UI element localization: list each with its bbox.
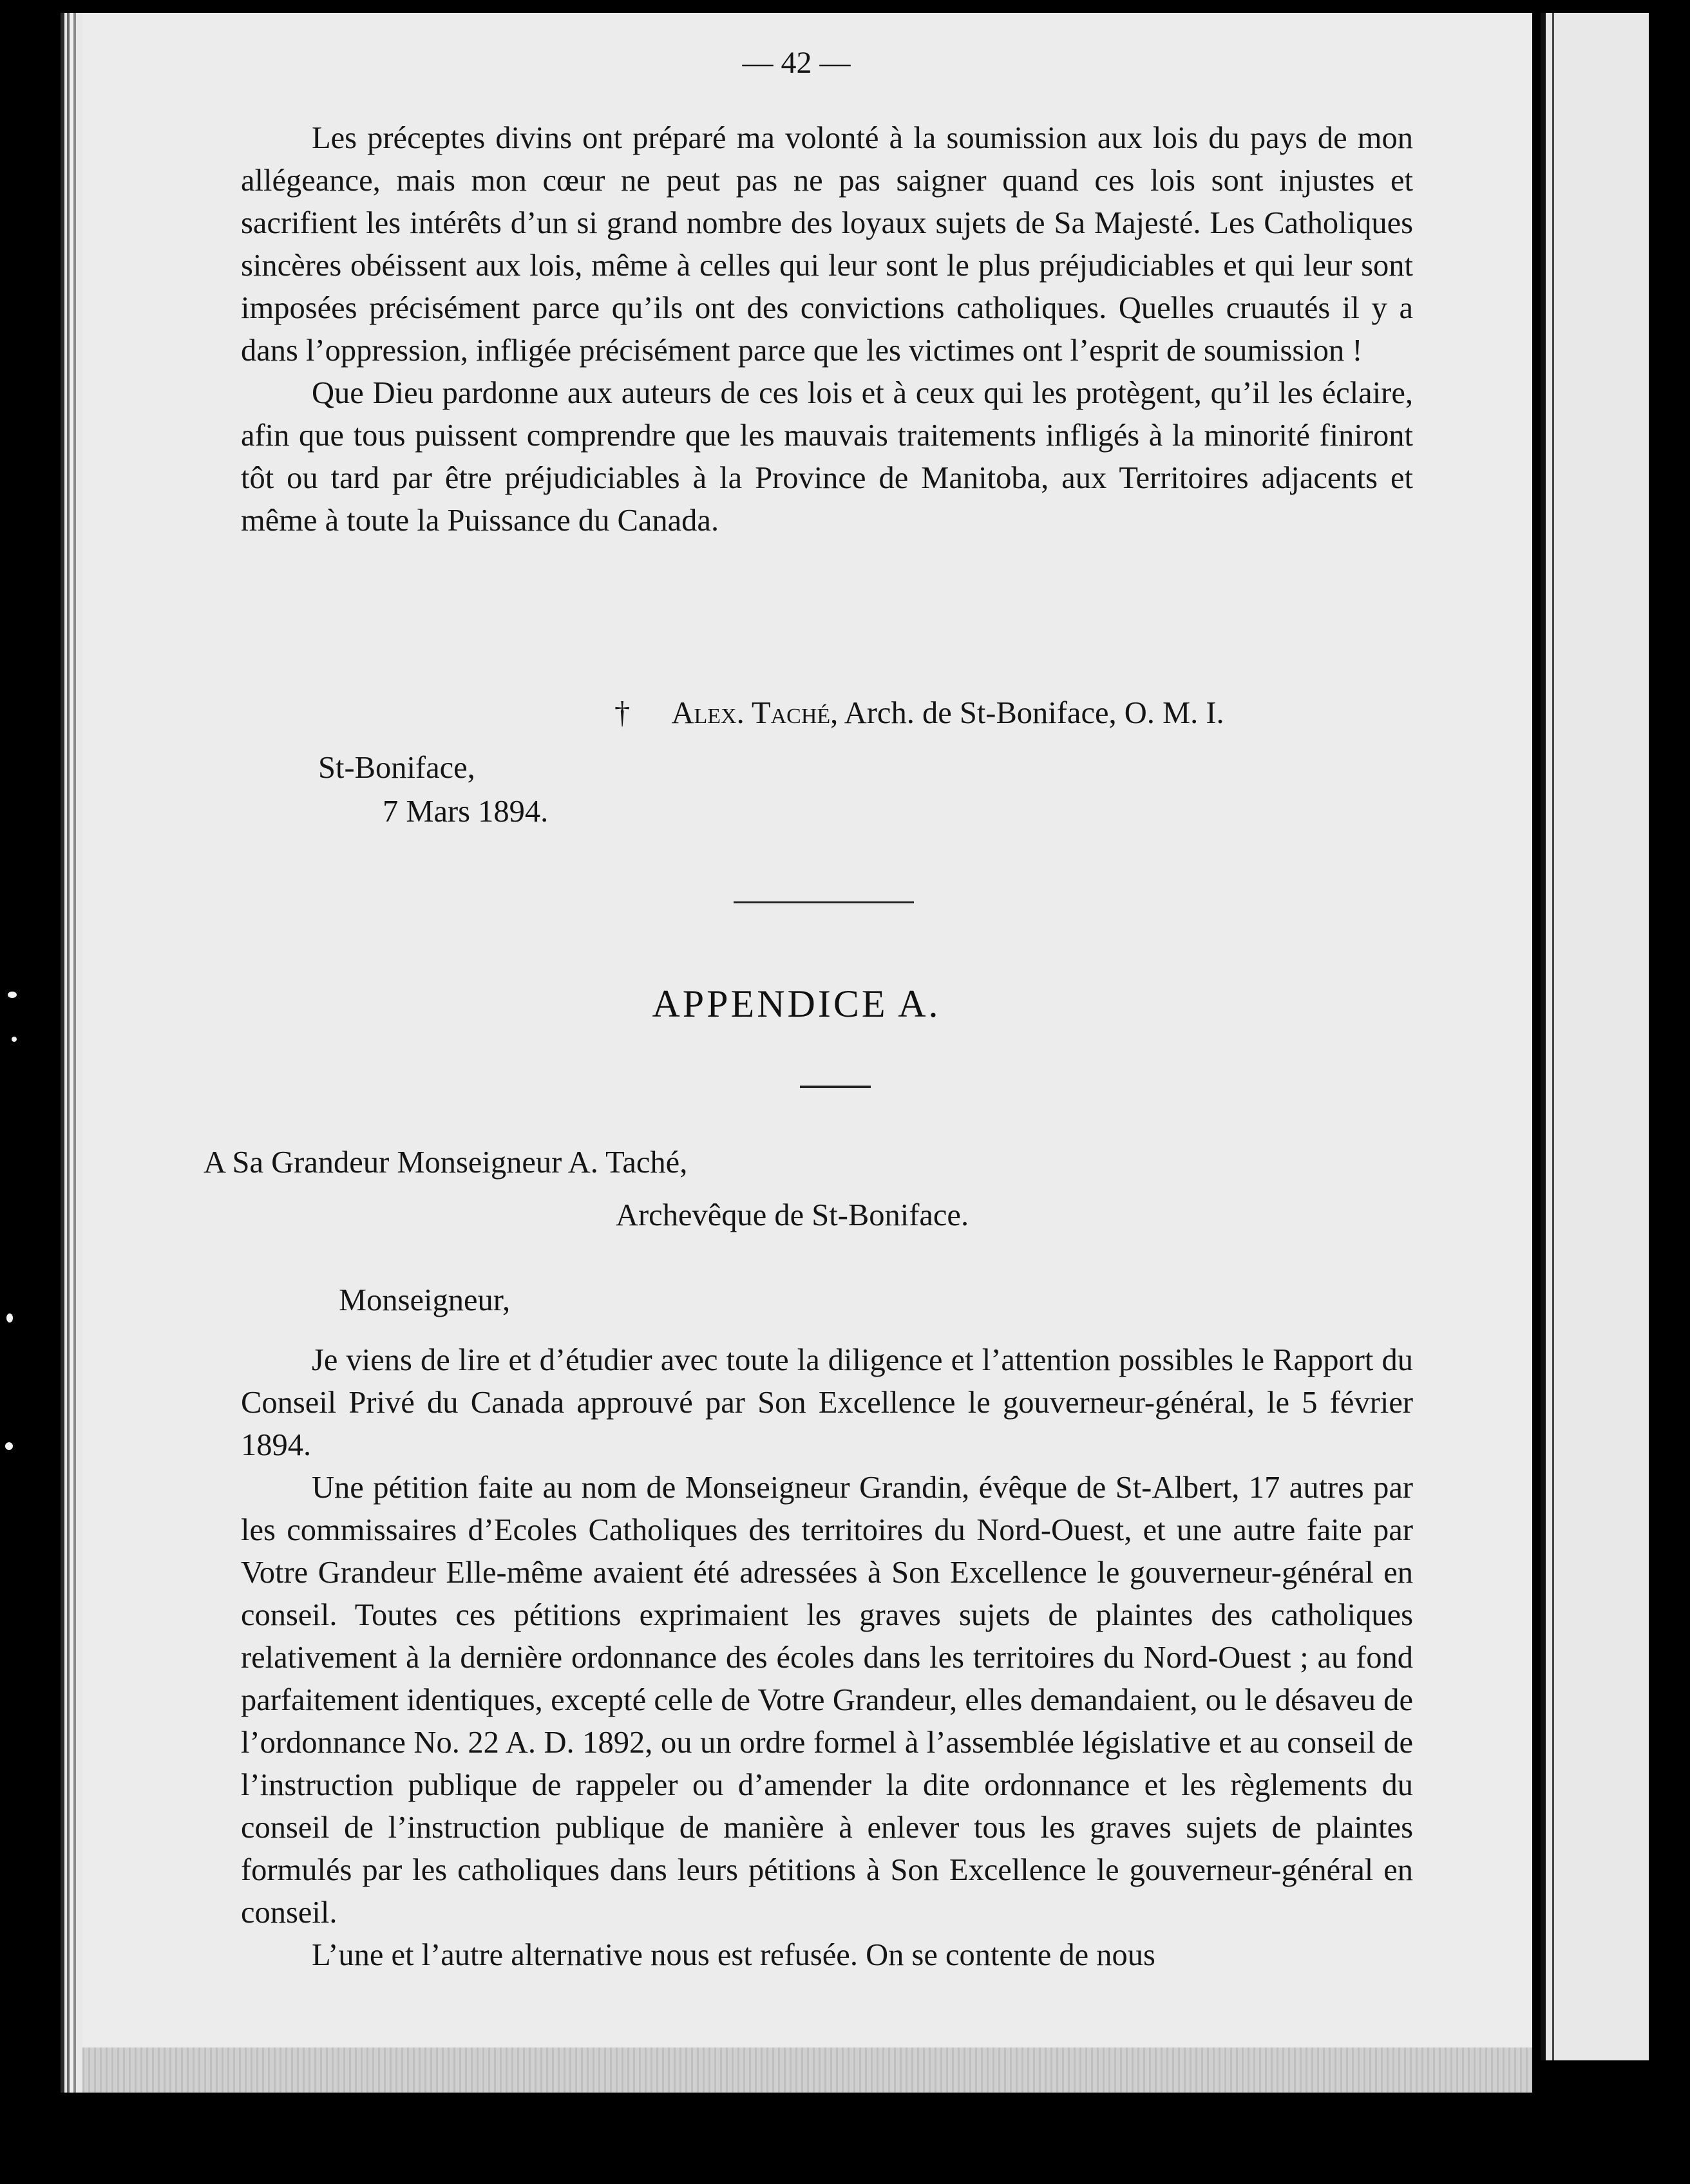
letter-paragraph-1: Les préceptes divins ont préparé ma volonté à la soumission aux lois du pays de mon allégeance, mais mon cœur ne peut pas ne pas saigner quand ces lois sont injustes et sacrifient les intérêts d’un si grand nombre des loyaux sujets de Sa Majesté. Les Catholiques sincères obéissent aux lois, même à celles qui leur sont le plus préjudiciables et qui leur sont imposées précisément parce qu’ils ont des convictions catholiques. Quelles cruautés il y a dans l’oppression, infligée précisément parce que les victimes ont l’esprit de soumission ! <box>241 121 1413 368</box>
letter-body <box>241 117 1413 542</box>
appendix-paragraph-1: Je viens de lire et d’étudier avec toute la diligence et l’attention possibles le Rapport du Conseil Privé du Canada approuvé par Son Excellence le gouverneur-général, le 5 février 1894. <box>241 1343 1413 1462</box>
scan-speck <box>12 1037 17 1042</box>
scan-speck <box>8 992 17 998</box>
signature-name: Alex. Taché <box>671 696 831 730</box>
appendix-paragraph-2: Une pétition faite au nom de Monseigneur Grandin, évêque de St-Albert, 17 autres par les commissaires d’Ecoles Catholiques des territoires du Nord-Ouest, et une autre faite par Votre Grandeur Elle-même avaient été adressées à Son Excellence le gouverneur-général en conseil. Toutes ces pétitions exprimaient les graves sujets de plaintes des catholiques relativement à la dernière ordonnance des écoles dans les territoires du Nord-Ouest ; au fond parfaitement identiques, excepté celle de Votre Grandeur, elles demandaient, ou le désaveu de l’ordonnance No. 22 A. D. 1892, ou un ordre formel à l’assemblée législative et au conseil de l’instruction publique de rappeler ou d’amender la dite ordonnance et les règlements du conseil de l’instruction publique de manière à enlever tous les graves sujets de plaintes formulés par les catholiques dans leurs pétitions à Son Excellence le gouverneur-général en conseil. <box>241 1471 1413 1930</box>
signature-cross: † <box>614 696 631 730</box>
letter-date: 7 Mars 1894. <box>383 795 549 829</box>
signature-title: , Arch. de St-Boniface, O. M. I. <box>830 696 1224 730</box>
document-page <box>61 13 1532 2093</box>
adjacent-page-edge <box>1541 13 1649 2060</box>
section-divider <box>734 901 914 903</box>
appendix-addressee-title: Archevêque de St-Boniface. <box>616 1198 969 1232</box>
appendix-paragraph-3: L’une et l’autre alternative nous est refusée. On se contente de nous <box>312 1938 1155 1972</box>
letter-paragraph-2: Que Dieu pardonne aux auteurs de ces lois et à ceux qui les protègent, qu’il les éclaire, afin que tous puissent comprendre que les mauvais traitements infligés à la minorité finiront tôt ou tard par être préjudiciables à la Province de Manitoba, aux Territoires adjacents et même à toute la Puissance du Canada. <box>241 376 1413 538</box>
signature <box>614 695 1224 731</box>
scan-speck <box>6 1313 13 1323</box>
scan-speck <box>5 1442 13 1450</box>
appendix-salutation: Monseigneur, <box>339 1283 511 1317</box>
appendix-title: APPENDICE A. <box>652 983 941 1025</box>
title-divider <box>800 1086 871 1088</box>
appendix-body <box>241 1339 1413 1977</box>
page-number: — 42 — <box>742 46 851 80</box>
letter-place: St-Boniface, <box>318 751 475 785</box>
appendix-addressee: A Sa Grandeur Monseigneur A. Taché, <box>204 1145 688 1180</box>
